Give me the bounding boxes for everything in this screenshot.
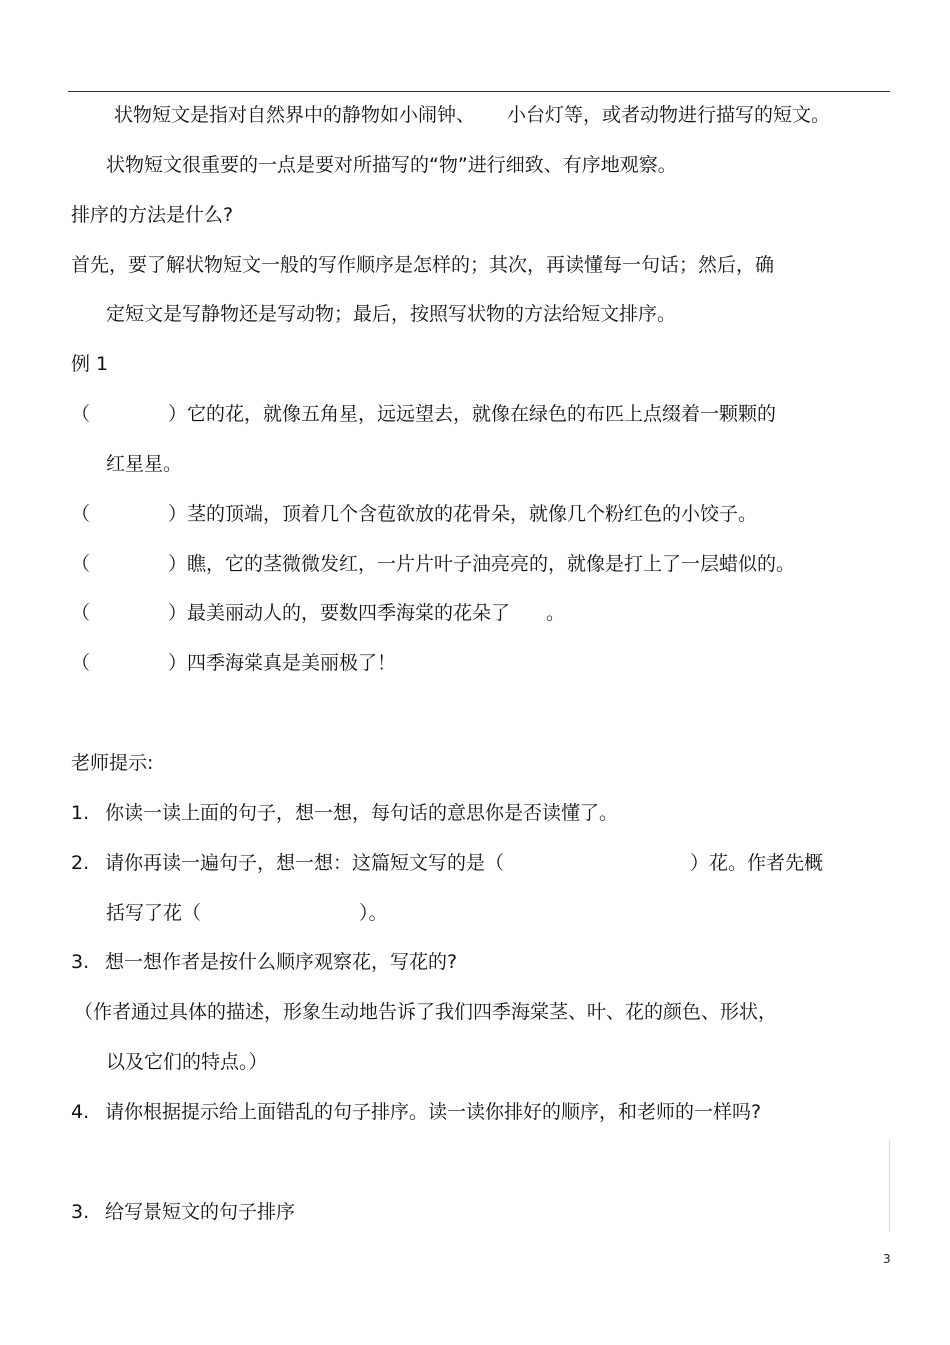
intro-paragraph-line-2: 状物短文很重要的一点是要对所描写的“物”进行细致、有序地观察。: [106, 154, 677, 176]
margin-rule: [889, 1140, 890, 1232]
section-title: 给写景短文的句子排序: [105, 1201, 296, 1223]
answer-bracket-open: （: [71, 652, 91, 674]
method-line-2: 定短文是写静物还是写动物；最后，按照写状物的方法给短文排序。: [106, 303, 677, 325]
example-sentence: 瞧，它的茎微微发红，一片片叶子油亮亮的，就像是打上了一层蜡似的。: [187, 553, 796, 575]
tip-number: 2.: [71, 852, 90, 874]
answer-bracket-open: （: [71, 503, 91, 525]
method-question: 排序的方法是什么?: [71, 204, 234, 226]
header-rule: [68, 91, 890, 92]
section-heading: [71, 1200, 295, 1224]
tip-text: 想一想作者是按什么顺序观察花，写花的?: [105, 951, 458, 973]
method-line-1: 首先，要了解状物短文一般的写作顺序是怎样的；其次，再读懂每一句话；然后，确: [71, 254, 775, 276]
sentence-end-mark: 。: [546, 602, 566, 624]
answer-bracket-open: （: [71, 602, 91, 624]
tip-text-part-1: 请你再读一遍句子，想一想：这篇短文写的是（: [105, 852, 505, 874]
example-heading: 例 1: [71, 353, 109, 375]
intro-text-part-1: 状物短文是指对自然界中的静物如小闹钟、: [114, 104, 476, 126]
example-item-1: [71, 402, 776, 426]
tip-item-3: [71, 950, 457, 974]
tip-item-1: [71, 801, 618, 825]
answer-bracket-close: ）: [168, 602, 188, 624]
example-item-1-continuation: 红星星。: [106, 453, 183, 475]
example-sentence: 四季海棠真是美丽极了！: [187, 652, 397, 674]
intro-paragraph-line-1: [114, 103, 830, 127]
answer-bracket-open: （: [71, 403, 91, 425]
example-sentence: 茎的顶端，顶着几个含苞欲放的花骨朵，就像几个粉红色的小饺子。: [187, 503, 758, 525]
tip-number: 3.: [71, 951, 90, 973]
answer-bracket-close: ）: [168, 553, 188, 575]
example-item-2: [71, 502, 757, 526]
tip-text: 请你根据提示给上面错乱的句子排序。读一读你排好的顺序，和老师的一样吗?: [105, 1101, 762, 1123]
answer-bracket-open: （: [71, 553, 91, 575]
teacher-tip-heading: 老师提示:: [71, 752, 154, 774]
tip-text-part-1: 括写了花（: [106, 902, 202, 924]
tip-text-part-2: ）。: [359, 902, 388, 924]
example-sentence: 最美丽动人的，要数四季海棠的花朵了: [187, 602, 511, 624]
tip-text-part-2: ）花。作者先概: [690, 852, 824, 874]
tip-item-3-note-line-2: 以及它们的特点。）: [106, 1051, 268, 1073]
answer-bracket-close: ）: [168, 403, 188, 425]
example-item-4: [71, 601, 565, 625]
tip-text: 你读一读上面的句子，想一想，每句话的意思你是否读懂了。: [105, 802, 619, 824]
answer-bracket-close: ）: [168, 503, 188, 525]
example-sentence: 它的花，就像五角星，远远望去，就像在绿色的布匹上点缀着一颗颗的: [187, 403, 777, 425]
tip-item-4: [71, 1100, 761, 1124]
section-number: 3.: [71, 1201, 90, 1223]
tip-number: 1.: [71, 802, 90, 824]
page-number: 3: [883, 1252, 891, 1266]
tip-item-2: [71, 851, 823, 875]
tip-item-3-note-line-1: （作者通过具体的描述，形象生动地告诉了我们四季海棠茎、叶、花的颜色、形状，: [74, 1001, 778, 1023]
tip-number: 4.: [71, 1101, 90, 1123]
answer-bracket-close: ）: [168, 652, 188, 674]
example-item-3: [71, 552, 795, 576]
tip-item-2-continuation: [106, 901, 388, 925]
intro-text-part-2: 小台灯等，或者动物进行描写的短文。: [507, 104, 831, 126]
example-item-5: [71, 651, 396, 675]
